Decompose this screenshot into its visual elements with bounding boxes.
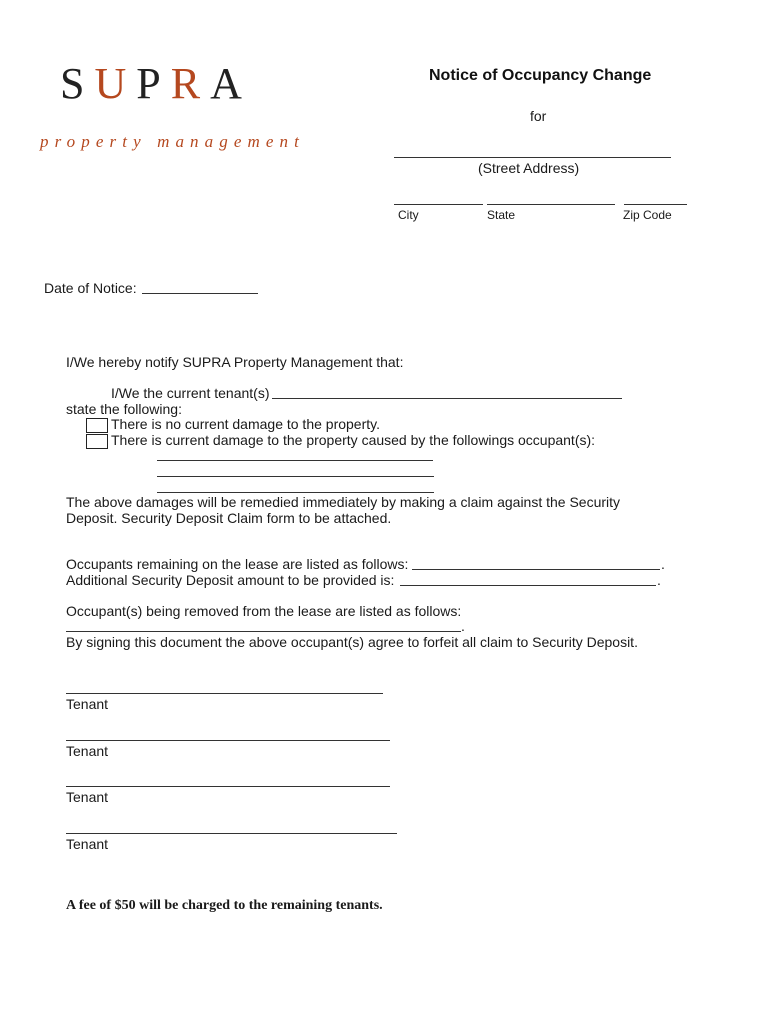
additional-deposit-label: Additional Security Deposit amount to be provided is: [66,572,395,588]
current-tenants-label: I/We the current tenant(s) [111,385,270,401]
logo-letter-s: S [60,59,95,108]
forfeit-statement: By signing this document the above occupant(s) agree to forfeit all claim to Security Deposit. [66,634,638,650]
damage-option: There is current damage to the property caused by the followings occupant(s): [111,432,596,448]
for-label: for [530,108,547,124]
tenant-label-4: Tenant [66,836,109,852]
additional-deposit-line[interactable] [400,585,656,586]
fee-note: A fee of $50 will be charged to the remaining tenants. [66,898,383,913]
remaining-occupants-label: Occupants remaining on the lease are listed as follows: [66,556,409,572]
damage-occupant-line-3[interactable] [157,492,434,493]
tenant-signature-line-1[interactable] [66,693,383,694]
tenant-signature-line-4[interactable] [66,833,397,834]
tenant-signature-line-2[interactable] [66,740,390,741]
logo-letter-r: R [170,59,211,108]
remaining-period: . [661,556,665,572]
logo-letter-u: U [94,59,137,108]
document-title: Notice of Occupancy Change [429,67,652,84]
state-line[interactable] [487,204,615,205]
logo-letter-a: A [210,59,252,108]
logo-letter-p: P [136,59,171,108]
tenant-label-2: Tenant [66,743,109,759]
zip-line[interactable] [624,204,687,205]
date-of-notice-label: Date of Notice: [44,280,137,296]
removed-occupants-label: Occupant(s) being removed from the lease are listed as follows: [66,603,462,619]
no-damage-checkbox[interactable] [86,418,108,433]
state-label: State [487,208,516,222]
damage-occupant-line-2[interactable] [157,476,434,477]
city-line[interactable] [394,204,483,205]
damage-checkbox[interactable] [86,434,108,449]
tenant-label-1: Tenant [66,696,109,712]
deposit-period: . [657,572,661,588]
company-logo [60,59,252,108]
notice-intro: I/We hereby notify SUPRA Property Management that: [66,354,404,370]
date-of-notice-line[interactable] [142,293,258,294]
tenant-label-3: Tenant [66,789,109,805]
removed-period: . [461,618,465,634]
current-tenants-line[interactable] [272,398,622,399]
tenant-signature-line-3[interactable] [66,786,390,787]
state-following-text: state the following: [66,401,182,417]
remedy-text-line2: Deposit. Security Deposit Claim form to be attached. [66,510,392,526]
street-address-line[interactable] [394,157,671,158]
damage-occupant-line-1[interactable] [157,460,433,461]
logo-tagline: property management [40,132,305,151]
zip-label: Zip Code [623,208,672,222]
removed-occupants-line[interactable] [66,631,461,632]
street-address-label: (Street Address) [478,160,580,176]
no-damage-option: There is no current damage to the property. [111,416,380,432]
remaining-occupants-line[interactable] [412,569,660,570]
city-label: City [398,208,419,222]
remedy-text-line1: The above damages will be remedied immediately by making a claim against the Security [66,494,621,510]
